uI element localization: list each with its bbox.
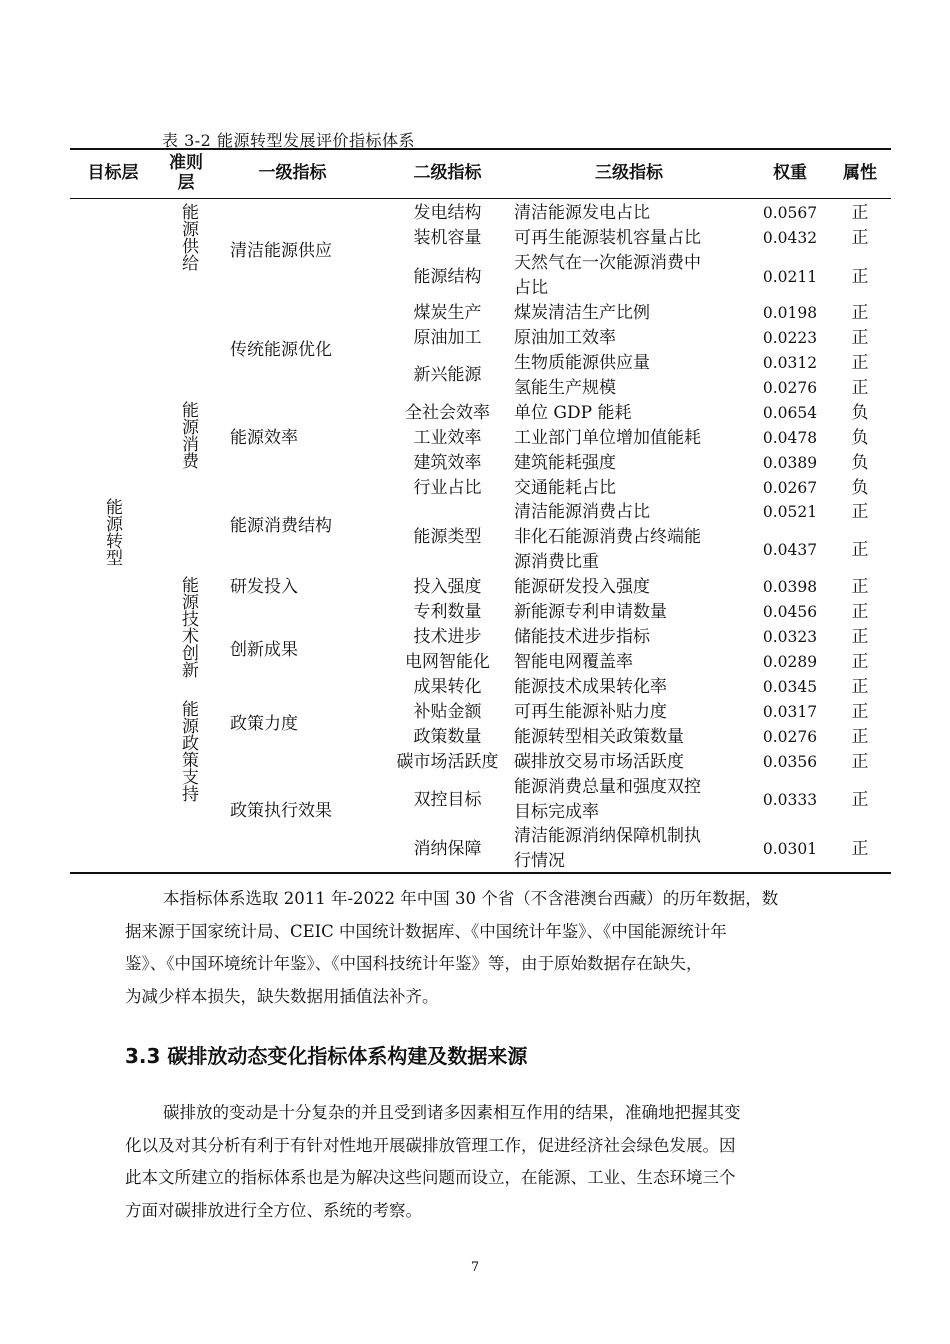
level2-item: 投入强度: [413, 577, 482, 597]
attr-cell: 负: [851, 478, 869, 498]
level2-item: 能源结构: [413, 267, 482, 287]
attr-cell: 负: [851, 428, 869, 448]
weight-cell: 0.0289: [762, 653, 818, 671]
weight-cell: 0.0323: [762, 628, 818, 646]
weight-cell: 0.0654: [762, 404, 818, 422]
level3-line: 目标完成率: [514, 801, 599, 822]
level3-cell: 氢能生产规模: [514, 378, 616, 398]
section-heading: 3.3 碳排放动态变化指标体系构建及数据来源: [125, 1044, 528, 1068]
level1-traditional-optimization: 传统能源优化: [230, 340, 332, 360]
paragraph-line: 本指标体系选取 2011 年-2022 年中国 30 个省（不含港澳台西藏）的历年数据，数: [163, 889, 779, 908]
target-layer-value: 能源转型: [102, 498, 122, 566]
level3-cell: 建筑能耗强度: [514, 453, 616, 473]
attr-cell: 正: [851, 353, 869, 373]
weight-cell: 0.0567: [762, 204, 818, 222]
header-target: 目标层: [87, 163, 139, 183]
level2-item: 新兴能源: [413, 365, 482, 385]
attr-cell: 正: [851, 303, 869, 323]
level3-cell: [514, 525, 744, 574]
criterion-policy-support: 能源政策支持: [178, 700, 198, 802]
level2-item: 补贴金额: [413, 702, 482, 722]
level3-line: 非化石能源消费占终端能: [514, 527, 701, 547]
criterion-consumption: 能源消费: [178, 401, 198, 469]
level3-cell: [514, 824, 744, 873]
level3-cell: 能源研发投入强度: [514, 577, 650, 597]
attr-cell: 负: [851, 453, 869, 473]
table-caption: 表 3-2 能源转型发展评价指标体系: [162, 131, 415, 150]
weight-cell: 0.0345: [762, 678, 818, 696]
weight-cell: 0.0223: [762, 329, 818, 347]
weight-cell: 0.0456: [762, 603, 818, 621]
level3-cell: 交通能耗占比: [514, 478, 616, 498]
level3-cell: 清洁能源发电占比: [514, 203, 650, 223]
level1-energy-efficiency: 能源效率: [230, 428, 298, 448]
weight-cell: 0.0211: [762, 268, 818, 286]
level2-item: 专利数量: [413, 602, 482, 622]
level2-item: 政策数量: [413, 727, 482, 747]
level2-item: 发电结构: [413, 203, 482, 223]
weight-cell: 0.0437: [762, 541, 818, 559]
attr-cell: 正: [851, 727, 869, 747]
level3-line: 源消费比重: [514, 551, 599, 572]
level3-cell: [514, 775, 744, 824]
level1-innovation-output: 创新成果: [230, 640, 298, 660]
attr-cell: 正: [851, 577, 869, 597]
weight-cell: 0.0312: [762, 354, 818, 372]
level1-policy-execution: 政策执行效果: [230, 801, 332, 821]
level3-cell: 原油加工效率: [514, 328, 616, 348]
attr-cell: 正: [851, 702, 869, 722]
attr-cell: 正: [851, 652, 869, 672]
level2-item: 消纳保障: [413, 839, 482, 859]
level3-cell: 清洁能源消费占比: [514, 502, 650, 522]
attr-cell: 正: [851, 378, 869, 398]
attr-cell: 正: [851, 627, 869, 647]
level1-policy-strength: 政策力度: [230, 714, 298, 734]
header-criterion: [156, 148, 216, 198]
weight-cell: 0.0398: [762, 578, 818, 596]
attr-cell: 负: [851, 403, 869, 423]
paragraph-line: 碳排放的变动是十分复杂的并且受到诸多因素相互作用的结果，准确地把握其变: [163, 1103, 741, 1122]
attr-cell: 正: [851, 228, 869, 248]
level3-line: 清洁能源消纳保障机制执: [514, 826, 701, 846]
paragraph-line: 方面对碳排放进行全方位、系统的考察。: [125, 1200, 422, 1220]
level2-item: 技术进步: [413, 627, 482, 647]
level3-line: 行情况: [514, 850, 565, 871]
paragraph-line: 化以及对其分析有利于有针对性地开展碳排放管理工作，促进经济社会绿色发展。因: [125, 1135, 736, 1155]
paragraph-line: 鉴》、《中国环境统计年鉴》、《中国科技统计年鉴》等，由于原始数据存在缺失，: [125, 954, 703, 973]
level2-item: 工业效率: [413, 428, 482, 448]
level2-item: 能源类型: [413, 527, 482, 547]
header-level3: 三级指标: [595, 163, 663, 183]
weight-cell: 0.0276: [762, 379, 818, 397]
level2-item: 煤炭生产: [413, 303, 482, 323]
header-level2: 二级指标: [413, 163, 482, 183]
level2-item: 电网智能化: [405, 652, 490, 672]
level3-cell: 能源转型相关政策数量: [514, 727, 684, 747]
attr-cell: 正: [851, 267, 869, 287]
level2-item: 成果转化: [413, 677, 482, 697]
level2-item: 建筑效率: [413, 453, 482, 473]
level3-cell: 生物质能源供应量: [514, 353, 650, 373]
weight-cell: 0.0301: [762, 840, 818, 858]
paragraph-line: 为减少样本损失，缺失数据用插值法补齐。: [125, 986, 439, 1006]
level1-consumption-structure: 能源消费结构: [230, 516, 332, 536]
weight-cell: 0.0432: [762, 229, 818, 247]
level2-item: 全社会效率: [405, 403, 490, 423]
attr-cell: 正: [851, 752, 869, 772]
attr-cell: 正: [851, 328, 869, 348]
level3-cell: 能源技术成果转化率: [514, 677, 667, 697]
level3-line: 占比: [514, 277, 548, 298]
indicator-table: [70, 148, 891, 874]
level2-item: 原油加工: [413, 328, 482, 348]
header-attr: 属性: [843, 163, 877, 183]
criterion-tech-innovation: 能源技术创新: [178, 576, 198, 678]
weight-cell: 0.0389: [762, 454, 818, 472]
level3-cell: 单位 GDP 能耗: [514, 403, 632, 423]
level3-line: 能源消费总量和强度双控: [514, 777, 701, 797]
weight-cell: 0.0267: [762, 479, 818, 497]
header-criterion-line1: 准则: [169, 153, 203, 173]
level3-cell: 新能源专利申请数量: [514, 602, 667, 622]
level3-cell: 碳排放交易市场活跃度: [514, 752, 684, 772]
level3-cell: 煤炭清洁生产比例: [514, 303, 650, 323]
header-criterion-line2: 层: [177, 173, 195, 193]
header-weight: 权重: [773, 163, 807, 183]
level3-cell: 智能电网覆盖率: [514, 652, 633, 672]
level2-item: 行业占比: [413, 478, 482, 498]
attr-cell: 正: [851, 602, 869, 622]
attr-cell: 正: [851, 790, 869, 810]
attr-cell: 正: [851, 540, 869, 560]
attr-cell: 正: [851, 203, 869, 223]
criterion-supply: 能源供给: [178, 203, 198, 271]
paragraph-line: 据来源于国家统计局、CEIC 中国统计数据库、《中国统计年鉴》、《中国能源统计年: [125, 921, 727, 941]
table-bottom-rule: [70, 872, 891, 874]
level1-clean-energy-supply: 清洁能源供应: [230, 241, 332, 261]
level3-cell: [514, 251, 744, 300]
weight-cell: 0.0333: [762, 791, 818, 809]
paragraph-data-source: [125, 883, 845, 1013]
weight-cell: 0.0317: [762, 703, 818, 721]
weight-cell: 0.0198: [762, 304, 818, 322]
level3-cell: 可再生能源装机容量占比: [514, 228, 701, 248]
level3-cell: 储能技术进步指标: [514, 627, 650, 647]
level2-item: 碳市场活跃度: [396, 752, 499, 772]
level1-rd-investment: 研发投入: [230, 577, 298, 597]
attr-cell: 正: [851, 677, 869, 697]
page-number: 7: [470, 1260, 480, 1275]
attr-cell: 正: [851, 839, 869, 859]
level3-cell: 可再生能源补贴力度: [514, 702, 667, 722]
level3-line: 天然气在一次能源消费中: [514, 253, 701, 273]
table-header-rule: [70, 198, 891, 199]
weight-cell: 0.0276: [762, 728, 818, 746]
level3-cell: 工业部门单位增加值能耗: [514, 428, 701, 448]
paragraph-line: 此本文所建立的指标体系也是为解决这些问题而设立，在能源、工业、生态环境三个: [125, 1168, 736, 1187]
weight-cell: 0.0478: [762, 429, 818, 447]
header-level1: 一级指标: [258, 163, 327, 183]
weight-cell: 0.0521: [762, 503, 818, 521]
attr-cell: 正: [851, 502, 869, 522]
level2-item: 装机容量: [413, 228, 482, 248]
paragraph-carbon: [125, 1097, 845, 1227]
weight-cell: 0.0356: [762, 753, 818, 771]
level2-item: 双控目标: [413, 790, 482, 810]
